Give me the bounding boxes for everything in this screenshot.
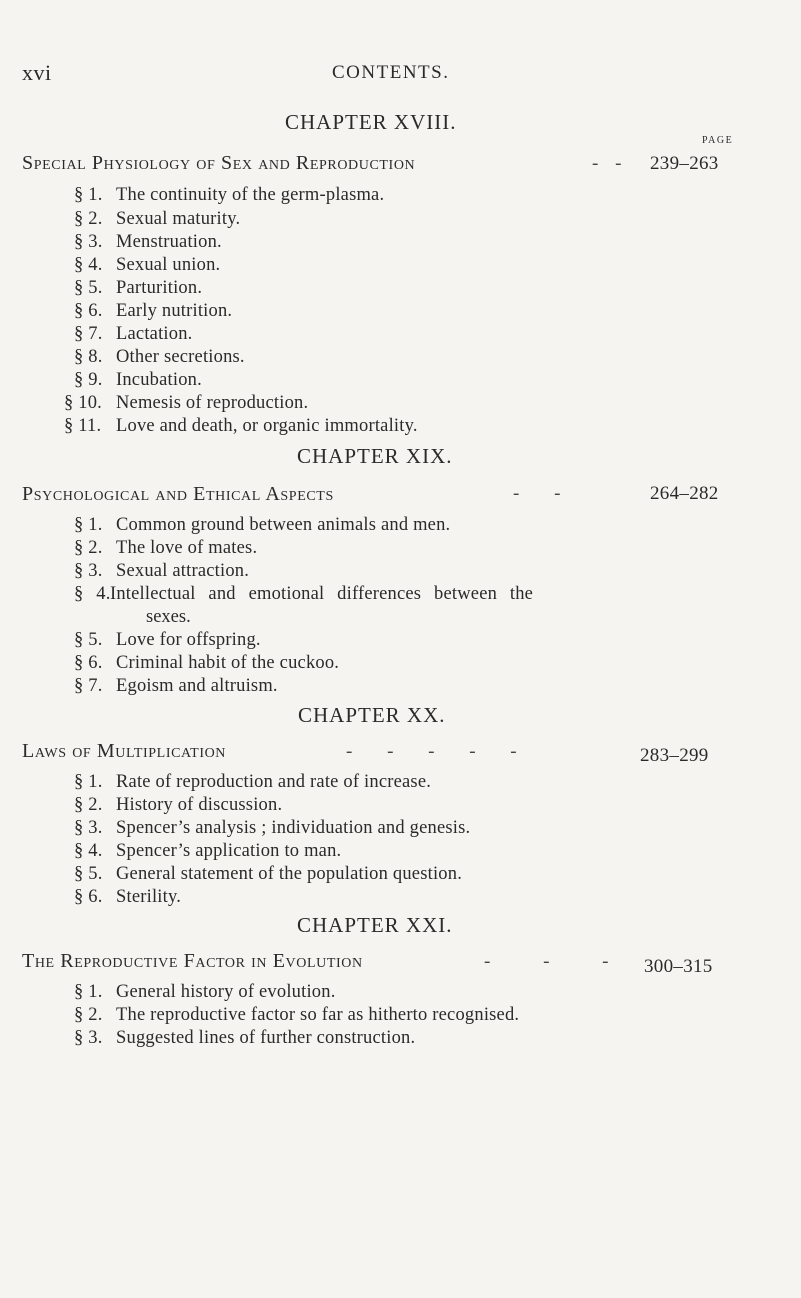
section-text: Rate of reproduction and rate of increase.: [116, 772, 432, 792]
section-number: § 3.: [74, 818, 103, 838]
section-item: [74, 185, 384, 206]
section-text: Egoism and altruism.: [116, 676, 278, 696]
section-item: [74, 887, 181, 908]
section-text-continuation: sexes.: [146, 607, 191, 627]
section-text: Spencer’s analysis ; individuation and genesis.: [116, 818, 471, 838]
section-text: Incubation.: [116, 370, 202, 390]
section-item: [64, 416, 418, 437]
section-text: Common ground between animals and men.: [116, 515, 451, 535]
section-number: § 1.: [74, 515, 103, 535]
section-number: § 1.: [74, 982, 103, 1002]
section-number: § 2.: [74, 795, 103, 815]
section-text: Spencer’s application to man.: [116, 841, 342, 861]
section-item: [74, 795, 282, 816]
section-text: Sterility.: [116, 887, 182, 907]
section-number: § 11.: [64, 416, 102, 436]
section-item: [74, 347, 245, 368]
leader-dashes: - - -: [484, 951, 609, 972]
section-number: § 10.: [64, 393, 102, 413]
page-range: 283–299: [640, 745, 709, 766]
section-text: Nemesis of reproduction.: [116, 393, 309, 413]
section-item: [74, 1028, 415, 1049]
chapter-title: Laws of Multiplication: [22, 740, 227, 762]
section-item: [74, 370, 202, 391]
section-text: Sexual union.: [116, 255, 221, 275]
section-item: [74, 278, 202, 299]
section-text: The reproductive factor so far as hitherto recognised.: [116, 1005, 520, 1025]
section-item: [74, 515, 450, 536]
section-item: [74, 818, 470, 839]
section-number: § 9.: [74, 370, 103, 390]
section-number: § 5.: [74, 278, 103, 298]
section-number: § 6.: [74, 301, 103, 321]
chapter-heading: CHAPTER XXI.: [297, 913, 453, 937]
section-text: History of discussion.: [116, 795, 283, 815]
section-number: § 2.: [74, 538, 103, 558]
section-text: Sexual maturity.: [116, 209, 241, 229]
section-item: [74, 301, 232, 322]
section-item: [74, 864, 462, 885]
page-range: 300–315: [644, 956, 713, 977]
section-number: § 3.: [74, 561, 103, 581]
chapter-title: Psychological and Ethical Aspects: [22, 483, 334, 505]
section-number: § 4.: [74, 841, 103, 861]
page-column-label: PAGE: [702, 135, 734, 146]
section-text: General history of evolution.: [116, 982, 336, 1002]
section-item: [74, 630, 261, 651]
section-item: [74, 584, 533, 605]
section-text: Parturition.: [116, 278, 203, 298]
section-item: [74, 324, 192, 345]
leader-dashes: - -: [592, 153, 622, 174]
chapter-heading: CHAPTER XVIII.: [285, 110, 457, 134]
section-item: [74, 982, 336, 1003]
section-item: [74, 561, 249, 582]
leader-dashes: - - - - -: [346, 741, 517, 762]
section-text: Early nutrition.: [116, 301, 233, 321]
section-text: Sexual attraction.: [116, 561, 250, 581]
section-number: § 7.: [74, 324, 103, 344]
section-item: [74, 255, 220, 276]
section-text: General statement of the population question.: [116, 864, 463, 884]
section-item: [74, 676, 278, 697]
section-item: [74, 209, 240, 230]
section-text: The continuity of the germ-plasma.: [116, 185, 385, 205]
section-item: [64, 393, 308, 414]
chapter-heading: CHAPTER XX.: [298, 703, 446, 727]
section-number: § 5.: [74, 864, 103, 884]
section-number: § 5.: [74, 630, 103, 650]
section-number: § 2.: [74, 209, 103, 229]
chapter-title: Special Physiology of Sex and Reproduction: [22, 152, 416, 174]
section-text: Lactation.: [116, 324, 193, 344]
chapter-heading: CHAPTER XIX.: [297, 444, 453, 468]
section-number: § 1.: [74, 772, 103, 792]
section-number: § 4.: [74, 584, 111, 604]
section-number: § 6.: [74, 887, 103, 907]
section-item: [74, 1005, 519, 1026]
section-item: [74, 653, 339, 674]
section-item: [74, 232, 222, 253]
section-item: [74, 841, 341, 862]
section-text: The love of mates.: [116, 538, 258, 558]
page-number: xvi: [22, 60, 52, 85]
section-number: § 3.: [74, 232, 103, 252]
section-item: [74, 772, 431, 793]
section-text: Love and death, or organic immortality.: [116, 416, 418, 436]
section-text: Criminal habit of the cuckoo.: [116, 653, 340, 673]
section-text: Intellectual and emotional differences between the: [110, 584, 534, 604]
section-item: [74, 538, 257, 559]
section-number: § 3.: [74, 1028, 103, 1048]
section-text: Other secretions.: [116, 347, 245, 367]
section-number: § 4.: [74, 255, 103, 275]
section-number: § 7.: [74, 676, 103, 696]
section-text: Menstruation.: [116, 232, 222, 252]
section-text: Love for offspring.: [116, 630, 261, 650]
running-title: CONTENTS.: [332, 62, 450, 83]
chapter-title: The Reproductive Factor in Evolution: [22, 950, 363, 972]
section-text: Suggested lines of further construction.: [116, 1028, 416, 1048]
page-range: 264–282: [650, 483, 719, 504]
section-number: § 2.: [74, 1005, 103, 1025]
section-number: § 1.: [74, 185, 103, 205]
page-range: 239–263: [650, 153, 719, 174]
leader-dashes: - -: [513, 483, 561, 504]
section-number: § 8.: [74, 347, 103, 367]
section-number: § 6.: [74, 653, 103, 673]
